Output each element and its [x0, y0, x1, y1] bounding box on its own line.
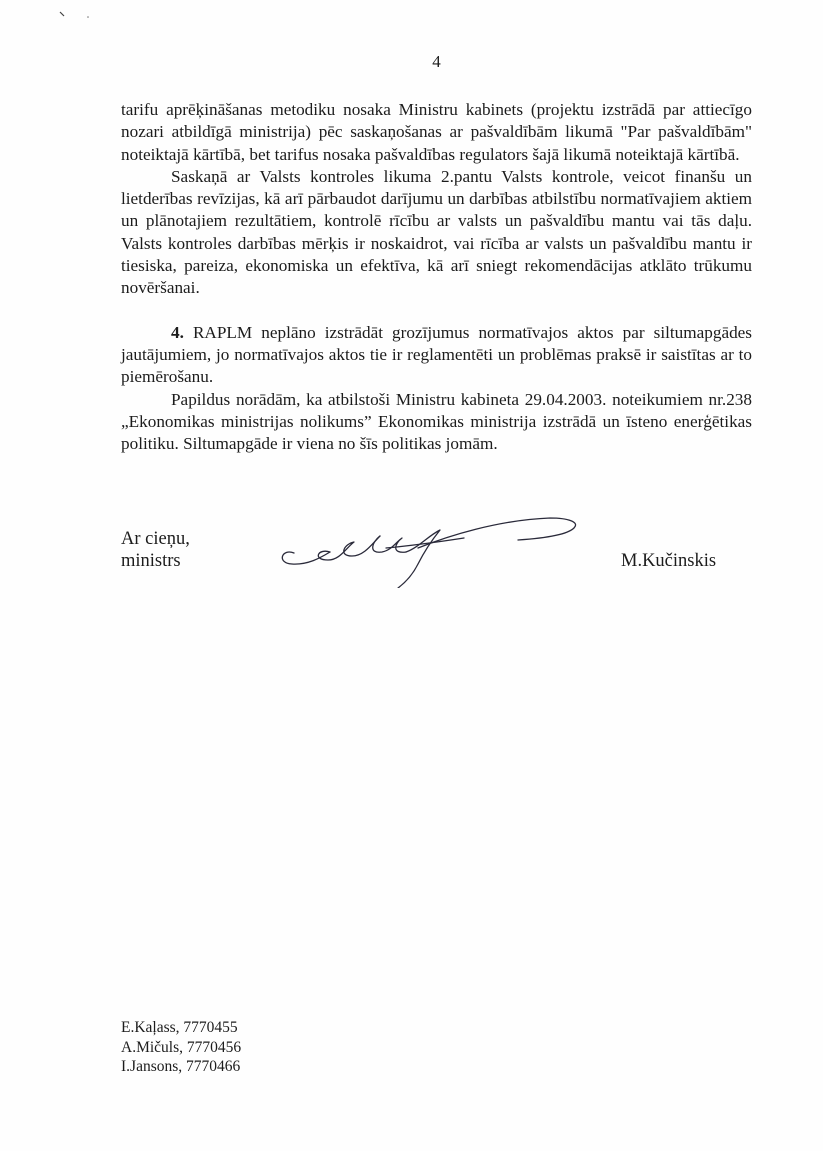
contact-item: I.Jansons, 7770466 — [121, 1058, 241, 1075]
letter-body — [121, 99, 752, 455]
paragraph-raplm-amendments — [121, 322, 752, 389]
contact-list — [121, 1018, 241, 1077]
paragraph-raplm-text: RAPLM neplāno izstrādāt grozījumus normatīvajos aktos par siltumapgādes jautājumiem, jo normatīvajos aktos tie ir reglamentēti un problēmas praksē ir saistītas ar to piemērošanu. — [121, 322, 752, 387]
closing-block — [121, 528, 190, 572]
paragraph-number: 4. — [171, 322, 184, 342]
contact-item: A.Mičuls, 7770456 — [121, 1038, 242, 1056]
paragraph-economics-ministry: Papildus norādām, ka atbilstoši Ministru kabineta 29.04.2003. noteikumiem nr.238 „Ekonomikas ministrijas nolikums” Ekonomikas ministrija izstrādā un īsteno enerģētikas politiku. Siltumapgāde ir viena no šīs politikas jomām. — [121, 389, 752, 454]
scan-speck — [58, 8, 98, 24]
signer-name: M.Kučinskis — [621, 551, 717, 571]
salutation: Ar cieņu, — [121, 529, 190, 549]
handwritten-signature — [268, 508, 588, 588]
paragraph-tariff-methodology: tarifu aprēķināšanas metodiku nosaka Ministru kabinets (projektu izstrādā par attiecīgo nozari atbildīgā ministrija) pēc saskaņošanas ar pašvaldībām likumā "Par pašvaldībām" noteiktajā kārtībā, bet tarifus nosaka pašvaldības regulators šajā likumā noteiktajā kārtībā. — [121, 100, 752, 164]
paragraph-state-audit: Saskaņā ar Valsts kontroles likuma 2.pantu Valsts kontrole, veicot finanšu un lietderības revīzijas, kā arī pārbaudot darījumu un darbības atbilstību normatīvajiem aktiem un plānotajiem rezultātiem, kontrolē rīcību ar valsts un pašvaldību mantu vai tās daļu. Valsts kontroles darbības mērķis ir noskaidrot, vai rīcība ar valsts un pašvaldību mantu ir tiesiska, pareiza, ekonomiska un efektīva, kā arī sniegt rekomendācijas atklāto trūkumu novēršanai. — [121, 166, 752, 298]
signer-title: ministrs — [121, 551, 181, 571]
page-number: 4 — [432, 52, 441, 71]
contact-item: E.Kaļass, 7770455 — [121, 1019, 238, 1036]
